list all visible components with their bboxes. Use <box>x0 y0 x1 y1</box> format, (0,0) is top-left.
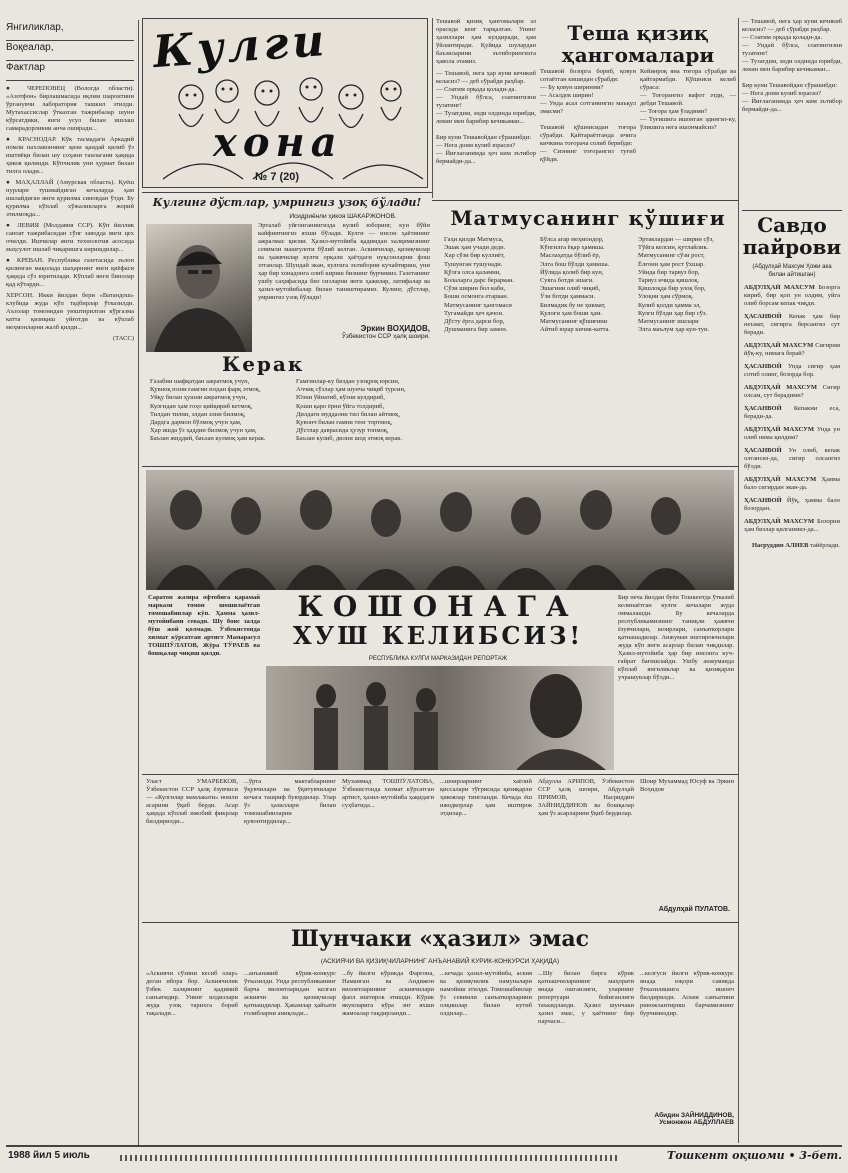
dialogue-line: АБДУЛҲАЙ МАХСУМ Ҳамма бало сигирдан экан-да. <box>744 476 840 491</box>
savdo-top-copy: — Тешавой, нега ҳар куни кечикиб келасиз? — деб сўрабди раҳбар. — Соатим орқада қолади-да. — Ундай бўлса, соатингизни тузатинг! — Тузатдим, энди олдинда юрибди, лекин мен барибир кечикаман... Бир куни Тешавойдан сўрашибди: — Нега доим кулиб юрасиз? — Йиғлаганимда ҳеч ким эътибор бермайди-да... <box>742 18 842 113</box>
koshona-copy: ...шоирларнинг хаёлий қиссалари тўғрисида қизиқарли ҳикоялар тингланди. Кечада ёш ижодкорлар ҳам иштирок этдилар... <box>440 778 532 817</box>
koshona-bottom-col6 <box>640 778 734 918</box>
shunchaki-copy: ...Шу билан бирга кўрик қатнашчиларининг маҳорати янада ошганлиги, уларнинг репертуари бойиганлиги таъкидланди. Ҳазил шунчаки ҳазил эмас, у ҳаётнинг бир парчаси... <box>538 970 634 1025</box>
matmusa-title: Матмусанинг қўшиғи <box>450 206 726 230</box>
matmusa-col1: Гаҳи қилди Матмуса, Эшак ҳам учади деди. Хар сўзи бир куллиёт, Тушунган тушунади. Қўлга олса қаламни, Болаларга дарс бераркан. Сўзи ширин бол каби, Боши осмонга етаркан. Матмусанинг ҳангомаси Тугамайди ҳеч қачон. Дўсту ёрга дарси бор, Душманига бир замон. <box>444 236 515 334</box>
footer-page: 3-бет. <box>799 1149 842 1162</box>
issue-number: № 7 (20) <box>255 171 300 183</box>
matmusa-col3: Эртаклардан — ширин сўз, Тўйга келсин, қутлайлик. Матмусанинг сўзи рост, Ёлғони ҳам рост ўхшар. Уйида бир тарвуз бор, Тарвуз ичида қишлоқ. Қишлоқда бир улоқ бор, Улоқни ҳам сўрмоқ. Кулиб қолди ҳамма эл, Кулги бўлди ҳар бир сўз. Матмусанинг ишлари Элга маълум ҳар кун-тун. <box>638 236 714 334</box>
stage-photo <box>266 666 614 770</box>
news-item: ● КРАСНОДАР. Кўк тасмадаги Аркадий номли пахлавоннинг қизи қандай қилиб ўз иштиёқи билан шу соҳани танлагани ҳақида ҳикоя қилинди. Кўпчилик уни ҳурмат билан тилга олади... <box>6 136 134 175</box>
tesha-headline <box>540 22 736 66</box>
dialogue-line: АБДУЛҲАЙ МАХСУМ Сигир олсам, сут берадими? <box>744 384 840 399</box>
footer-rule <box>6 1145 842 1147</box>
savdo-title <box>742 214 842 258</box>
shunchaki-col1 <box>146 970 238 1140</box>
author-title: Ўзбекистон ССР ҳалқ шоири. <box>341 333 430 340</box>
kerak-stanza-left: Ғазабни шафқатдан ажратмоқ учун, Қувноқ юзни ғамгин юздан фарқ этмоқ, Уйқу билан ҳушни ажратмоқ учун, Кулгидан ҳам гоҳо қийқириб кетмоқ, Тилдан тилни, элдан элни билмоқ, Дардга дармон бўлмоқ учун ҳам, Ҳар ишда ўз ҳаддин билмоқ учун ҳам, Баъзан жиддий, баъзан кулмоқ ҳам керак. <box>150 378 266 443</box>
koshona-bottom-col5 <box>538 778 634 918</box>
shunchaki-copy: ...кечада ҳазил-мутойиба, аския ва қизиқчилик намуналари намойиш этилди. Томошабинлар ўз севимли санъаткорларини олқишлар билан кутиб олдилар... <box>440 970 532 1017</box>
dialogue-line: АБДУЛҲАЙ МАХСУМ Унда ун олиб нима қилдим? <box>744 426 840 441</box>
tesha-col3 <box>640 68 736 196</box>
rubric-news: Янгиликлар, <box>6 22 64 33</box>
tesha-headline-bottom: ҳангомалари <box>561 43 715 67</box>
news-source: (ТАСС) <box>112 335 134 342</box>
tesha-text: Кейинроқ яна тоғора сўрабди ва қайтармабди. Қўшниси келиб сўраса: — Тоғорангиз вафот этди, — дебди Тешавой. — Тоғора ҳам ўладими? — Туғишига ишонган эдингиз-ку, ўлишига нега ишонмайсиз? <box>640 68 736 131</box>
section-divider <box>142 466 738 467</box>
section-divider <box>432 200 738 201</box>
dialogue-line: АБДУЛҲАЙ МАХСУМ Бозорга кириб, бир қоп ун олдим, уйга олиб борсам кепак чиқди. <box>744 284 840 307</box>
crowd-photo <box>146 470 734 590</box>
tesha-headline-top: Теша қизиқ <box>567 21 709 45</box>
column-divider <box>738 18 739 1143</box>
rubric-underline <box>6 40 134 41</box>
news-item: ● КРЕВАН. Республика газетасида эълон қилинган мақолада шаҳарнинг янги қиёфаси ҳақида сўз юритилади. Кўплаб янги бинолар қад кўтарди... <box>6 257 134 288</box>
footer-date: 1988 йил 5 июль <box>8 1150 90 1161</box>
shunchaki-copy: ...анъанавий кўрик-конкурс ўтказилди. Унда республиканинг барча вилоятларидан келган аскиячи ва қизиқчилар қатнашдилар. Ҳакамлар ҳайъати ғолибларни аниқлади... <box>244 970 336 1017</box>
shunchaki-col4 <box>440 970 532 1140</box>
rubric-facts: Фактлар <box>6 62 45 73</box>
dialogue-line: ҲАСАНВОЙ Кепакни еса, беради-да. <box>744 405 840 420</box>
dialogue-line: АБДУЛҲАЙ МАХСУМ Сигирим йўқ-ку, нимага берай? <box>744 342 840 357</box>
news-column <box>6 85 134 1125</box>
feature-headline: Кулгинг дўстлар, умрингиз узоқ бўлади! <box>152 196 422 209</box>
section-divider <box>142 192 432 193</box>
masthead-title-left: Кулги <box>151 14 330 79</box>
savdo-title-top: Савдо <box>757 213 827 237</box>
tesha-intro-col <box>436 18 536 196</box>
footer-paper: Тошкент оқшоми <box>667 1149 785 1162</box>
koshona-caption <box>148 594 260 770</box>
author-name: Эркин ВОҲИДОВ, <box>360 324 430 333</box>
shunchaki-headline: Шунчаки «ҳазил» эмас <box>290 926 590 952</box>
koshona-copy: Бир неча йилдан буён Тошкентда ўтказиб келинаётган кулги кечалари жуда оммалашди. Бу кечаларда республикамизнинг таниқли ҳажвчи ёзувчилари, шоирлари, санъаткорлари қатнашадилар. Анжуман иштирокчилари жуда кўп янги асарлар билан чиқдилар. Ҳазил-мутойиба ҳар бир инсонга куч-ғайрат бағишлайди. Ушбу анжуманда кўплаб янгиликлар ва қизиқарли учрашувлар бўлди... <box>618 594 734 681</box>
koshona-signature: Абдулҳай ПУЛАТОВ. <box>658 906 730 913</box>
tesha-col2 <box>540 68 636 196</box>
shunchaki-copy: ...бу йилги кўрикда Фарғона, Наманган ва Андижон вилоятларининг аскиячилари фаол иштирок этишди. Кўрик якунларига кўра энг яхши жамоалар тақдирланди... <box>342 970 434 1017</box>
shunchaki-copy: ...келгуси йилги кўрик-конкурс янада юқори савияда ўтказилишига ишонч билдирилди. Аския санъатини ривожлантириш барчамизнинг бурчимиздир. <box>640 970 734 1017</box>
shunchaki-col5 <box>538 970 634 1140</box>
news-item: ● МАҲАЛЛАЙ (Амурская область). Қуёш нурлари тушмайдиган кечаларда ҳам ишлайдиган янги қурилма синовдан ўтди. Бу қурилма кўплаб хўжаликларга жорий этилмоқда... <box>6 179 134 218</box>
dialogue-line: АБДУЛҲАЙ МАХСУМ Бозорни ҳам бизлар қилганмиз-да... <box>744 518 840 533</box>
shunchaki-subhead: (АСКИЯЧИ ВА ҚИЗИҚЧИЛАРНИНГ АНЪАНАВИЙ КУРИК-КОНКУРСИ ҲАҚИДА) <box>320 958 560 965</box>
signature-line: Абидин ЗАЙНИДДИНОВ, <box>654 1112 734 1119</box>
rubric-events: Воқеалар, <box>6 42 54 53</box>
koshona-bottom-col1 <box>146 778 238 918</box>
savdo-title-bottom: пайрови <box>742 235 842 259</box>
dialogue-line: ҲАСАНВОЙ Йўқ, ҳамма бало бозордан. <box>744 497 840 512</box>
column-divider <box>432 18 433 198</box>
dialogue-line: ҲАСАНВОЙ Кепак ҳам бир неъмат, сигирга берсангиз сут беради. <box>744 313 840 336</box>
koshona-copy: ...ўрта мактабларнинг ўқувчилари ва ўқитувчилари кечага ташриф буюрдилар. Улар ўз ҳазиллари билан томошабинларни қувонтирдилар... <box>244 778 336 825</box>
feature-body <box>258 222 430 320</box>
kerak-title: Керак <box>222 352 305 376</box>
koshona-subhead: РЕСПУБЛИКА КУЛГИ МАРКАЗИДАН РЕПОРТАЖ <box>368 656 508 662</box>
koshona-copy: Абдулла АРИПОВ, Ўзбекистон ССР ҳалқ шоири, Абдулҳай ПРИМОВ, Насриддин ЗАЙНИДДИНОВ ва бошқалар ҳам ўз асарларини ўқиб бердилар. <box>538 778 634 817</box>
kerak-stanza-right: Ғамгинлар-ку биздан узоқроқ юрсин, Аччиқ сўзлар ҳам шунча чиқиб турсин, Юзни ўйнатиб, кўзни кулдириб, Қоши қаро ёрни ўйга толдириб, Дилдаги муддаони тил билан айтмоқ, Қувонч билан ғамни тенг тортмоқ, Дўстлар даврасида ҳузур топмоқ, Баъзан кулиб, дилни шод этмоқ керак. <box>296 378 406 443</box>
footer-bullet: • <box>788 1149 796 1162</box>
matmusa-col2: Бўлса агар меҳмондор, Кўнгилга ёқар ҳамиша. Маслаҳатда бўлиб ёр, Элга бош бўлди ҳамиша. Йўлида қолиб бир кун, Сувга ботди эшаги. Эшагини олиб чиқиб, Ўзи ботди ҳаммаси. Билмадик бу не ҳикмат, Қулоғи ҳам боши ҳам. Матмусанинг қўшиғини Айтиб юрар кичик-катта. <box>540 236 611 334</box>
shunchaki-col6 <box>640 970 734 1110</box>
shunchaki-copy: «Аскиячи сўзини кесиб олар» деган ибора бор. Аскиячилик ўзбек халқининг қадимий санъатидир. Унинг илдизлари жуда узоқ тарихга бориб тақалади... <box>146 970 238 1017</box>
footer-ornament <box>120 1155 620 1161</box>
shunchaki-signatures <box>640 1112 734 1126</box>
savdo-byline: (Абдулҳай Махсум Ҳожи ака билан айтишган) <box>752 264 832 278</box>
masthead <box>142 14 428 188</box>
section-divider <box>142 922 738 923</box>
news-item: ХЕРСОН. Икки йилдан бери «Ватандош» клубида жуда кўп тадбирлар ўтказилди. Аъзолар томонидан уюштирилган кўргазма катта қизиқиш уйғотди ва кўплаб меҳмонларни жалб қилди... <box>6 292 134 331</box>
koshona-bottom-col2 <box>244 778 336 918</box>
news-item: ● ЧЕРЕПОВЕЦ (Вологда области). «Азотфон» бирлашмасида иқлим шароитини ўрганувчи лаборатория ташкил этилди. Мутахассислар ўтказган тажрибалар шуни кўрсатдики, янги усул билан ишлаш самарадорликни анча оширади... <box>6 85 134 132</box>
news-item: ● ЛЕВИЯ (Молдавия ССР). Кўп йиллик саноат тажрибасидан сўнг заводда янги цех очилди. Ишчилар янги технология асосида маҳсулот ишлаб чиқаришга киришдилар... <box>6 222 134 253</box>
signature-line: Усмонжон АБДУЛЛАЕВ <box>659 1119 734 1126</box>
footer-masthead <box>628 1149 842 1162</box>
koshona-copy: Мухаммад ТОШПЎЛАТОВА, Ўзбекистонда хизмат кўрсатган артист, ҳазил-мутойиба ҳақидаги суҳбатида... <box>342 778 434 809</box>
tesha-intro: Тешавой қизиқ ҳангомалари эл орасида кенг тарқалган. Унинг ҳазиллари ҳам кулдиради, ҳам ўйлантиради. Қуйида шулардан баъзиларини эътиборингизга ҳавола этамиз. <box>436 18 536 65</box>
koshona-bottom-col3 <box>342 778 434 918</box>
rubric-block <box>6 22 134 84</box>
shunchaki-col3 <box>342 970 434 1140</box>
koshona-right-col <box>618 594 734 770</box>
masthead-title-right: хона <box>213 119 343 166</box>
koshona-copy: Уласт УМАРБЕКОВ, Ўзбекистон ССР ҳалқ ёзувчиси — «Кулгилар мамлакати» номли асарини ўқиб берди. Асар ҳақида кўплаб ижобий фикрлар билдирилди... <box>146 778 238 825</box>
feature-text: Эрталаб уйғонганингизда кулиб юборинг, кун бўйи кайфиятингиз яхши бўлади. Кулги — инсон ҳаётининг ажралмас қисми. Ҳазил-мутойиба қадимдан халқимизнинг севимли машғулоти бўлиб келган. Аскиячилар, қизиқчилар ва ҳажвчилар кулги орқали ҳаётдаги нуқсонларни фош этганлар. Шундай экан, кулгига эътиборни кучайтириш, уни ҳар бир хонадонга олиб кириш бизнинг бурчимиз. Газетанинг ушбу саҳифасида биз сизларни янги ҳажвлар, латифалар ва ҳазил-мутойибалар билан таништирамиз. Кулинг, дўстлар, умрингиз узоқ бўлади! <box>258 222 430 301</box>
section-divider <box>142 774 738 775</box>
dialogue-line: ҲАСАНВОЙ Унда сигир ҳам сотиб олинг, бозорда бор. <box>744 363 840 378</box>
tesha-text: Тешавой бозорга бориб, қовун сотаётган кишидан сўрабди: — Бу қовун ширинми? — Асалдек ширин! — Унда асал сотганингиз маъқул эмасми? Тешавой қўшнисидан тоғора сўрабди. Қайтараётганда ичига кичкина тоғорача солиб берибди: — Сизнинг тоғорангиз туғиб қўйди. <box>540 68 636 163</box>
koshona-copy: Шоир Мухаммад Юсуф ва Эркин Воҳидов <box>640 778 734 793</box>
rubric-underline <box>6 80 134 81</box>
dialogue-line: ҲАСАНВОЙ Ун олиб, кепак олгансиз-да, сигир олсангиз бўлди. <box>744 447 840 470</box>
savdo-signature: Насруддин АЛИЕВ тайёрлади. <box>751 542 840 549</box>
tesha-col1: — Тешавой, нега ҳар куни кечикиб келасиз? — деб сўрабди раҳбар. — Соатим орқада қолади-да. — Ундай бўлса, соатингизни тузатинг! — Тузатдим, энди олдинда юрибди, лекин мен барибир кечикаман... Бир куни Тешавойдан сўрашибди: — Нега доим кулиб юрасиз? — Йиғлаганимда ҳеч ким эътибор бермайди-да... <box>436 70 536 165</box>
koshona-headline-bottom: ХУШ КЕЛИБСИЗ! <box>292 621 584 650</box>
caption-text: Саратон жазира офтобига қарамай маркази томон шошилаётган томошабинлар кўп. Ҳамма ҳазил-мутойибани севади. Шу боис залда бўш жой қолмади. Ўзбекистонда хизмат кўрсатган артист Мамарасул ТОШПЎЛАТОВ, Жўра ТЎРАЕВ ва бошқалар чиқиш қилди. <box>148 594 260 657</box>
koshona-headline <box>262 592 614 650</box>
portrait-photo <box>146 224 252 352</box>
shunchaki-col2 <box>244 970 336 1140</box>
feature-author <box>258 324 430 340</box>
savdo-dialogue <box>744 284 840 1116</box>
koshona-headline-top: КОШОНАГА <box>297 590 579 623</box>
savdo-top-text <box>742 18 842 198</box>
rubric-underline <box>6 60 134 61</box>
feature-byline: Исидриёнли ҳикоя ШАКАРЖОНОВ. <box>289 213 397 220</box>
section-divider <box>742 210 842 211</box>
koshona-bottom-col4 <box>440 778 532 918</box>
column-divider <box>138 20 139 1145</box>
